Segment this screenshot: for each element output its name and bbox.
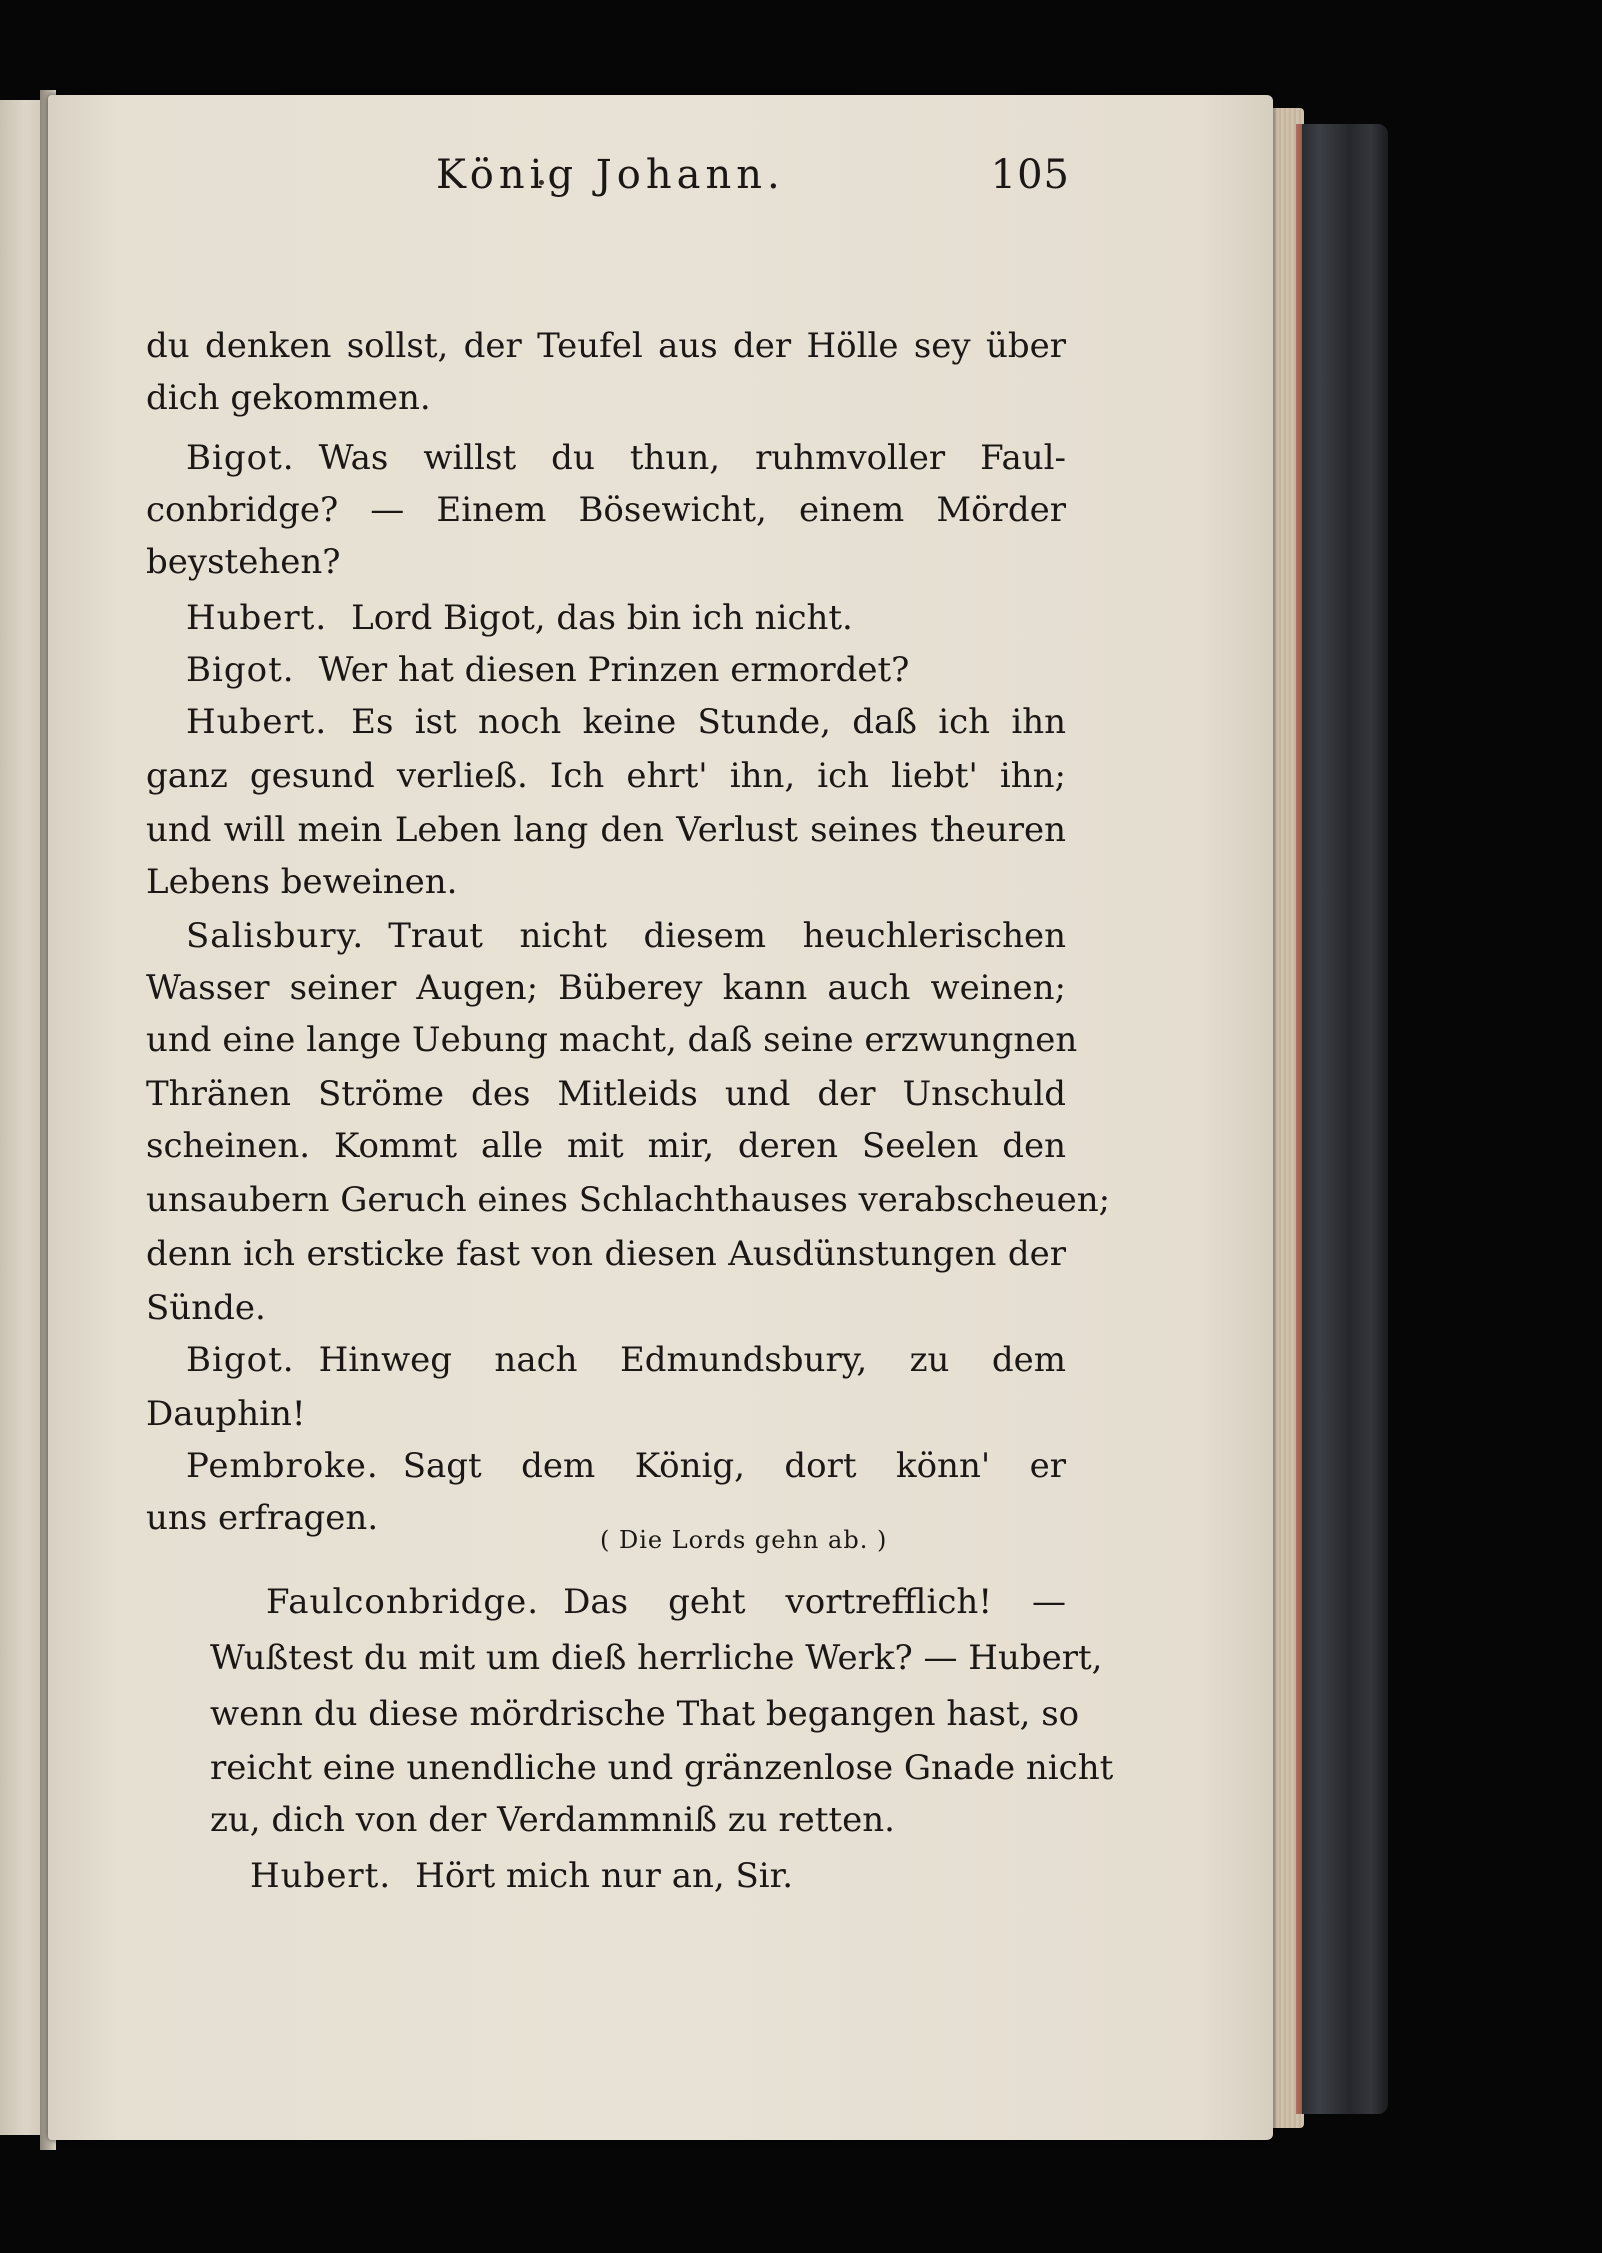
text-line: denn ich ersticke fast von diesen Ausdünstungen der xyxy=(146,1234,1066,1274)
running-header xyxy=(400,152,1070,212)
text-line: Hubert. Es ist noch keine Stunde, daß ich ihn xyxy=(186,702,1066,742)
text-line: Wasser seiner Augen; Büberey kann auch weinen; xyxy=(146,968,1066,1008)
speaker-name: Hubert. xyxy=(250,1856,392,1896)
text-line: Pembroke. Sagt dem König, dort könn' er xyxy=(186,1446,1066,1486)
speaker-name: Hubert. xyxy=(186,598,328,638)
text-line: Lebens beweinen. xyxy=(146,862,458,902)
text-line: unsaubern Geruch eines Schlachthauses verabscheuen; xyxy=(146,1180,1111,1220)
text-line: Wußtest du mit um dieß herrliche Werk? — Hubert, xyxy=(210,1638,1103,1678)
text-line: Faulconbridge. Das geht vortrefflich! — xyxy=(266,1582,1066,1622)
speaker-name: Bigot. xyxy=(186,650,295,690)
text-line: Bigot. Hinweg nach Edmundsbury, zu dem xyxy=(186,1340,1066,1380)
text-line: Salisbury. Traut nicht diesem heuchlerischen xyxy=(186,916,1066,956)
speaker-name: Bigot. xyxy=(186,1340,295,1380)
speaker-name: Pembroke. xyxy=(186,1446,379,1486)
speaker-name: Bigot. xyxy=(186,438,295,478)
text-line: dich gekommen. xyxy=(146,378,431,418)
text-line: Thränen Ströme des Mitleids und der Unschuld xyxy=(146,1074,1066,1114)
text-line: zu, dich von der Verdammniß zu retten. xyxy=(210,1800,895,1840)
text-line: reicht eine unendliche und gränzenlose Gnade nicht xyxy=(210,1748,1114,1788)
text-line: Hubert. Lord Bigot, das bin ich nicht. xyxy=(186,598,853,638)
text-line: Hubert. Hört mich nur an, Sir. xyxy=(250,1856,794,1896)
text-line: und eine lange Uebung macht, daß seine erzwungnen xyxy=(146,1020,1078,1060)
page-number: 105 xyxy=(990,152,1070,198)
text-line: Bigot. Wer hat diesen Prinzen ermordet? xyxy=(186,650,910,690)
text-line: ganz gesund verließ. Ich ehrt' ihn, ich liebt' ihn; xyxy=(146,756,1066,796)
text-line: Bigot. Was willst du thun, ruhmvoller Faul- xyxy=(186,438,1066,478)
text-line: du denken sollst, der Teufel aus der Hölle sey über xyxy=(146,326,1066,366)
text-line: Dauphin! xyxy=(146,1394,306,1434)
stage-direction: ( Die Lords gehn ab. ) xyxy=(600,1526,888,1554)
text-line: und will mein Leben lang den Verlust seines theuren xyxy=(146,810,1066,850)
text-line: wenn du diese mördrische That begangen hast, so xyxy=(210,1694,1080,1734)
text-line: beystehen? xyxy=(146,542,341,582)
speaker-name: Salisbury. xyxy=(186,916,365,956)
speaker-name: Faulconbridge. xyxy=(266,1582,540,1622)
text-line: conbridge? — Einem Bösewicht, einem Mörder xyxy=(146,490,1066,530)
text-line: Sünde. xyxy=(146,1288,266,1328)
speaker-name: Hubert. xyxy=(186,702,328,742)
running-title: König Johann. xyxy=(436,152,785,198)
text-line: scheinen. Kommt alle mit mir, deren Seelen den xyxy=(146,1126,1066,1166)
text-line: uns erfragen. xyxy=(146,1498,379,1538)
